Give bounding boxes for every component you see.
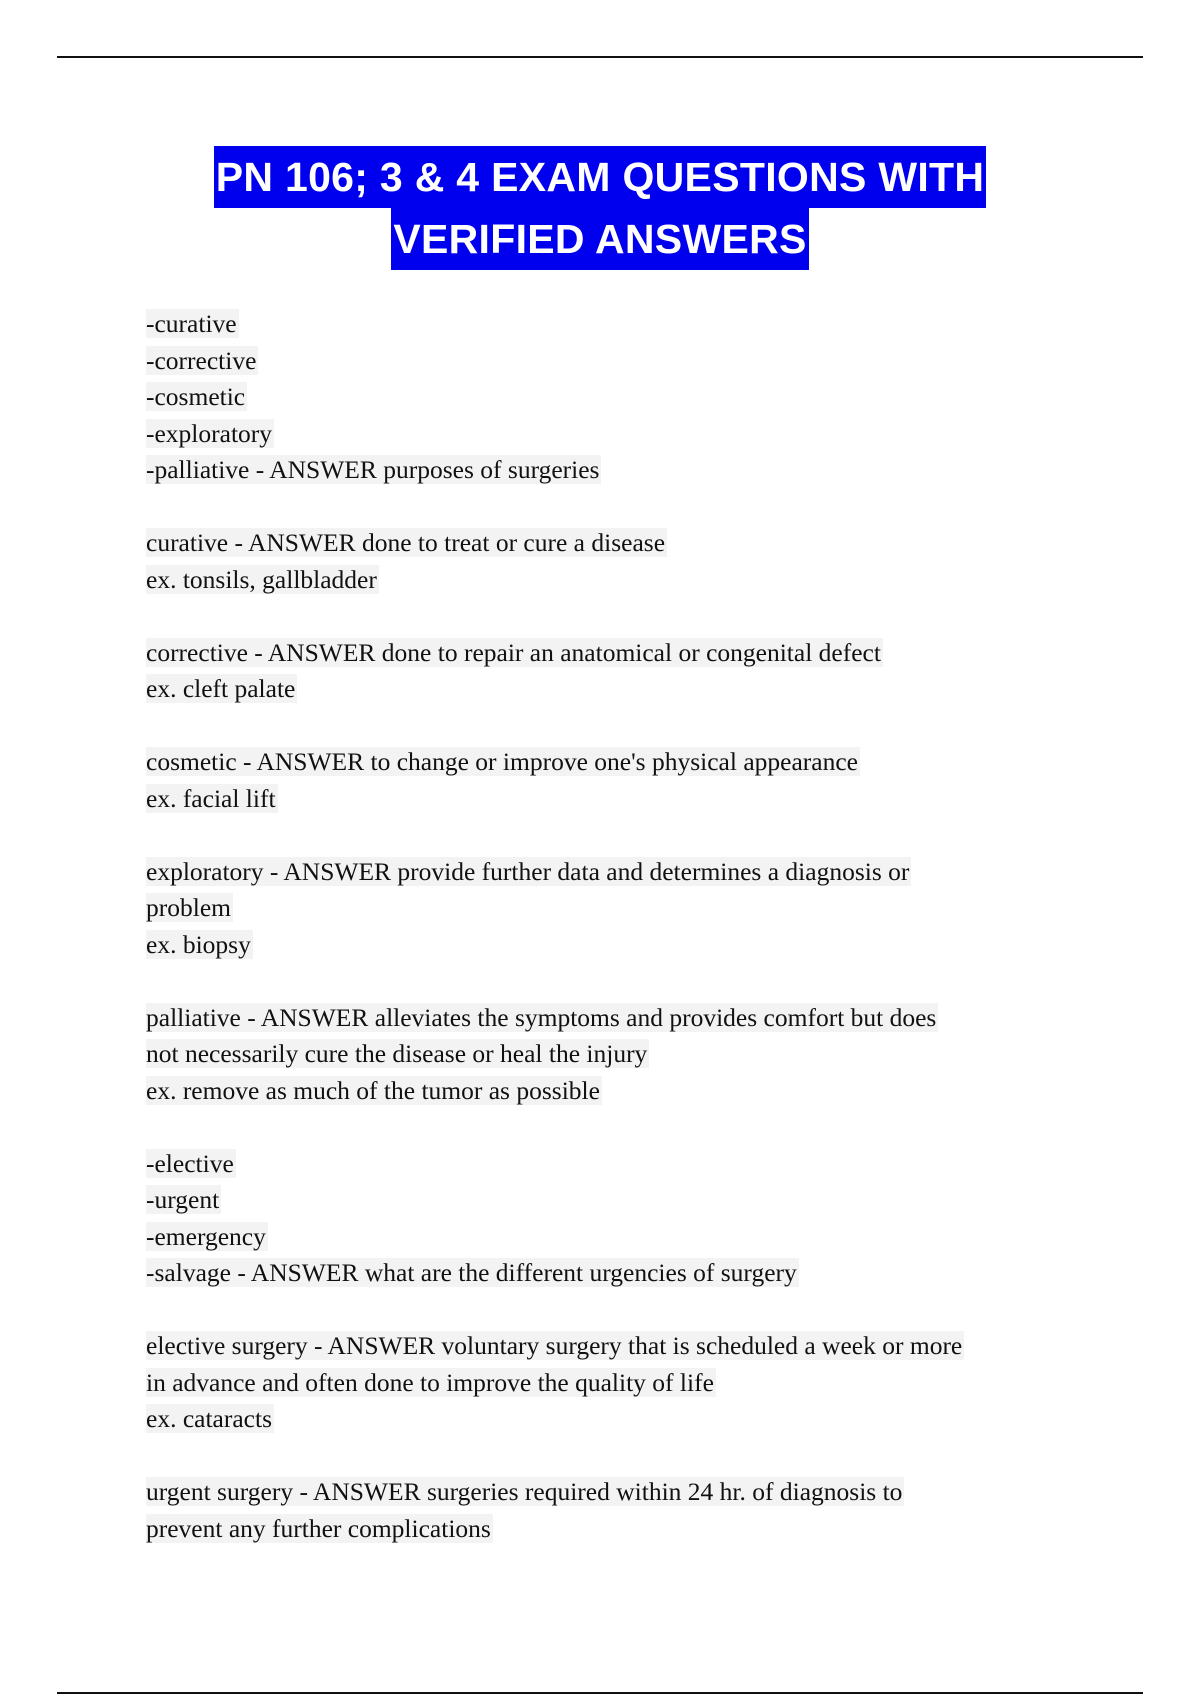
entry-line: in advance and often done to improve the quality of life — [146, 1367, 714, 1397]
entry-line: ex. remove as much of the tumor as possible — [146, 1075, 600, 1105]
entry-line: -elective — [146, 1148, 234, 1178]
document-title — [0, 146, 1200, 270]
entry-line: -urgent — [146, 1185, 220, 1214]
qa-entry — [146, 1474, 1086, 1547]
entry-line: prevent any further complications — [146, 1513, 491, 1543]
qa-entry — [146, 1328, 1086, 1438]
entry-line: curative - ANSWER done to treat or cure a disease — [146, 528, 666, 557]
entry-line: problem — [146, 893, 231, 922]
entry-line: -corrective — [146, 345, 257, 375]
qa-list — [146, 306, 1086, 1584]
entry-line: -cosmetic — [146, 382, 246, 411]
qa-entry — [146, 1000, 1086, 1110]
entry-line: -palliative - ANSWER purposes of surgeries — [146, 455, 600, 484]
title-line-2: VERIFIED ANSWERS — [391, 208, 808, 270]
qa-entry — [146, 744, 1086, 817]
entry-line: ex. biopsy — [146, 929, 251, 959]
entry-line: ex. facial lift — [146, 783, 276, 813]
entry-line: not necessarily cure the disease or heal the injury — [146, 1039, 648, 1068]
entry-line: palliative - ANSWER alleviates the symptoms and provides comfort but does — [146, 1002, 937, 1032]
qa-entry — [146, 635, 1086, 708]
entry-line: ex. tonsils, gallbladder — [146, 564, 377, 594]
entry-line: -emergency — [146, 1221, 266, 1251]
qa-entry — [146, 525, 1086, 598]
bottom-rule — [57, 1692, 1143, 1694]
entry-line: urgent surgery - ANSWER surgeries required within 24 hr. of diagnosis to — [146, 1477, 903, 1506]
entry-line: elective surgery - ANSWER voluntary surgery that is scheduled a week or more — [146, 1331, 963, 1360]
entry-line: exploratory - ANSWER provide further data and determines a diagnosis or — [146, 856, 910, 886]
entry-line: -exploratory — [146, 418, 273, 448]
entry-line: -curative — [146, 309, 237, 338]
entry-line: -salvage - ANSWER what are the different urgencies of surgery — [146, 1258, 797, 1287]
title-line-1: PN 106; 3 & 4 EXAM QUESTIONS WITH — [214, 146, 987, 208]
qa-entry — [146, 306, 1086, 489]
top-rule — [57, 56, 1143, 58]
entry-line: corrective - ANSWER done to repair an anatomical or congenital defect — [146, 637, 881, 667]
entry-line: ex. cataracts — [146, 1404, 272, 1433]
entry-line: ex. cleft palate — [146, 674, 296, 703]
qa-entry — [146, 854, 1086, 964]
entry-line: cosmetic - ANSWER to change or improve one's physical appearance — [146, 747, 858, 776]
qa-entry — [146, 1146, 1086, 1292]
